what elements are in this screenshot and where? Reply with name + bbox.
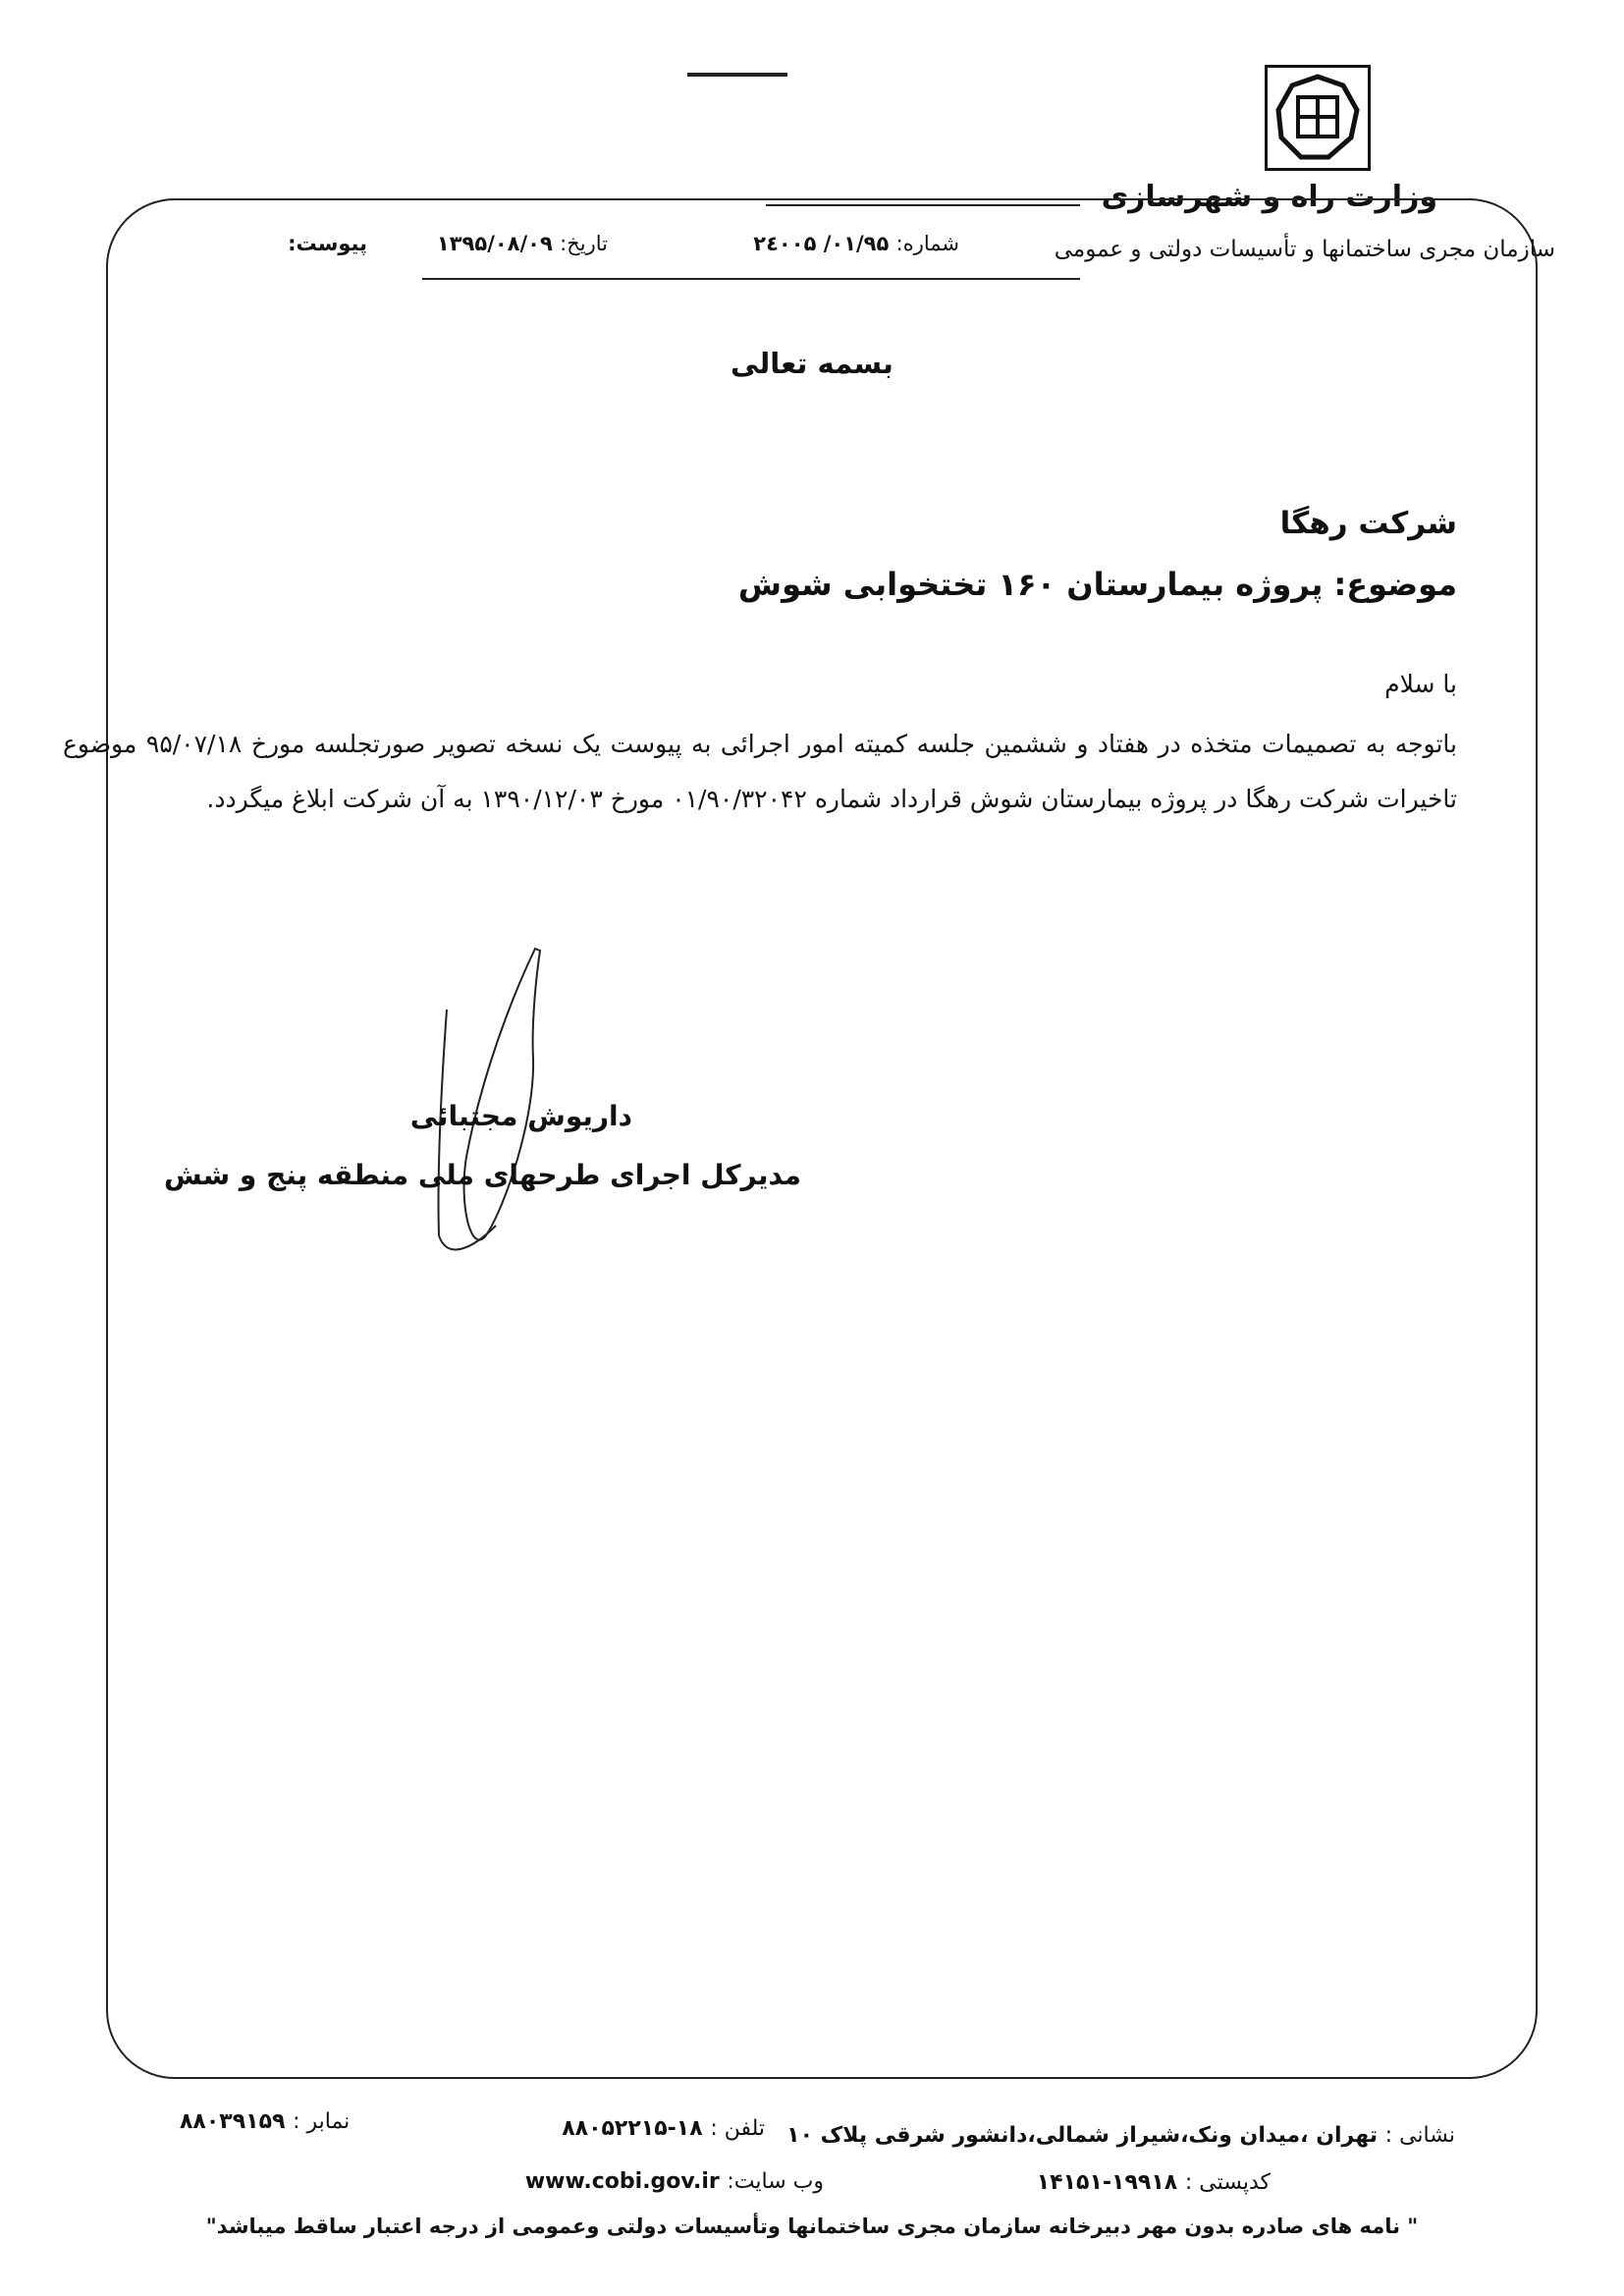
letter-frame [106,198,1538,2079]
recipient: شرکت رهگا [1279,506,1457,541]
phone-value: ۱۸-۸۸۰۵۲۲۱۵ [562,2116,703,2141]
letter-number-value: ۰۱/۹۵/ ۲٤۰۰۵ [753,232,890,255]
letter-date-value: ۱۳۹۵/۰۸/۰۹ [436,232,553,255]
footer-address [786,2123,1455,2148]
web-value: www.cobi.gov.ir [524,2169,720,2194]
validity-notice: " نامه های صادره بدون مهر دبیرخانه سازمان مجری ساختمانها وتأسیسات دولتی وعمومی از درجه اعتبار ساقط میباشد" [205,2214,1419,2238]
fax-label: نمابر : [293,2109,351,2134]
postal-value: ۱۹۹۱۸-۱۴۱۵۱ [1036,2170,1178,2195]
greeting: با سلام [1384,670,1457,698]
postal-label: کدپستی : [1184,2170,1271,2195]
fax-value: ۸۸۰۳۹۱۵۹ [180,2109,286,2134]
organization-name: سازمان مجری ساختمانها و تأسیسات دولتی و عمومی [1054,237,1555,262]
footer-phone [562,2116,765,2141]
letter-body: باتوجه به تصمیمات متخذه در هفتاد و ششمین جلسه کمیته امور اجرائی به پیوست یک نسخه تصویر صورتجلسه مورخ ۹۵/۰۷/۱۸ موضوع تاخیرات شرکت رهگا در پروژه بیمارستان شوش قرارداد شماره ۰۱/۹۰/۳۲۰۴۲ مورخ ۱۳۹۰/۱۲/۰۳ به آن شرکت ابلاغ میگردد. [63,730,1457,813]
top-dash [687,73,787,77]
subject-line: موضوع: پروژه بیمارستان ۱۶۰ تختخوابی شوش [737,566,1457,603]
address-label: نشانی : [1384,2123,1455,2148]
signer-name: داریوش مجتبائی [409,1100,632,1132]
footer-website [525,2169,824,2194]
web-label: وب سایت: [727,2169,824,2194]
letter-date-label: تاریخ: [560,232,608,255]
signer-title: مدیرکل اجرای طرحهای ملی منطقه پنج و شش [164,1159,801,1191]
attachment-label: پیوست: [288,232,367,255]
phone-label: تلفن : [710,2116,765,2141]
footer-fax [180,2109,350,2134]
bismillah-heading: بسمه تعالی [731,347,893,380]
letter-number-label: شماره: [895,232,959,255]
ministry-name: وزارت راه و شهرسازی [1101,180,1437,214]
footer-postal-code [1037,2170,1271,2195]
ministry-emblem-icon [1265,65,1371,171]
address-value: تهران ،میدان ونک،شیراز شمالی،دانشور شرقی پلاک ۱۰ [786,2123,1378,2148]
